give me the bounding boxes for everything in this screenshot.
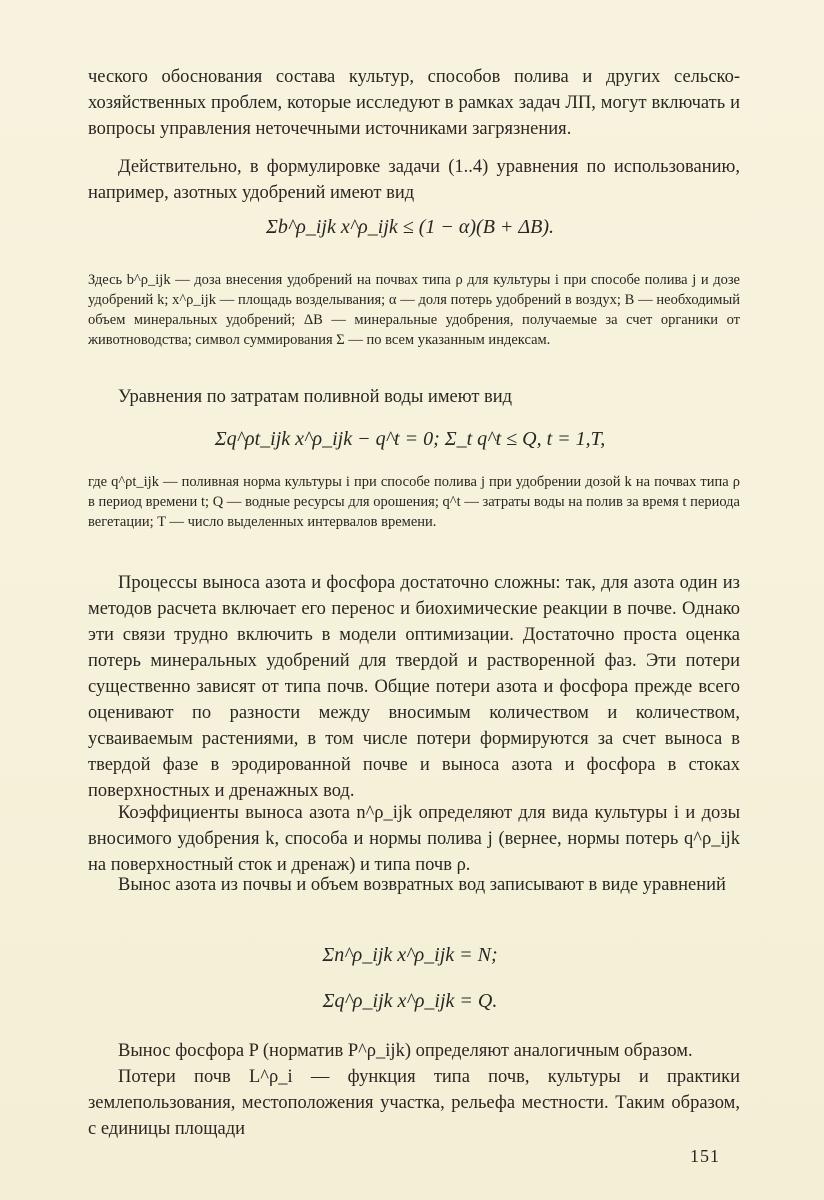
paragraph-removal xyxy=(88,872,740,898)
paragraph-water xyxy=(88,384,740,410)
phosphorus-text: Вынос фосфора P (норматив P^ρ_ijk) определяют аналогичным образом. xyxy=(118,1041,693,1061)
note-water xyxy=(88,472,740,532)
paragraph-phosphorus xyxy=(88,1038,740,1064)
fertilizer-text: Действительно, в формулировке задачи (1..4) уравнения по использованию, например, азотных удобрений имеют вид xyxy=(88,157,740,203)
note-fertilizer-text: Здесь b^ρ_ijk — доза внесения удобрений на почвах типа ρ для культуры i при способе полива j и дозе удобрений k; x^ρ_ijk — площадь возделывания; α — доля потерь удобрений в воздух; B — необходимый объем минеральных удобрений; ΔB — минеральные удобрения, получаемые за счет органики от животноводства; символ суммирования Σ — по всем указанным индексам. xyxy=(88,272,740,348)
formula-nitrogen xyxy=(250,944,570,967)
note-fertilizer xyxy=(88,270,740,350)
removal-text: Вынос азота из почвы и объем возвратных вод записывают в виде уравнений xyxy=(118,875,726,895)
formula-water xyxy=(170,428,650,451)
page-number: 151 xyxy=(690,1146,720,1166)
coefficients-text: Коэффициенты выноса азота n^ρ_ijk определяют для вида культуры i и дозы вносимого удобрения k, способа и нормы полива j (вернее, нормы потерь q^ρ_ijk на поверхностный сток и дренаж) и типа почв ρ. xyxy=(88,803,740,875)
intro-text: ческого обоснования состава культур, способов полива и других сельско-хозяйственных проблем, которые исследуют в рамках задач ЛП, могут включать и вопросы управления неточечными источниками загрязнения. xyxy=(88,67,740,139)
paragraph-soil xyxy=(88,1064,740,1142)
formula-return-water xyxy=(250,990,570,1013)
formula-nitrogen-text: Σn^ρ_ijk x^ρ_ijk = N; xyxy=(322,944,498,966)
paragraph-fertilizer xyxy=(88,154,740,206)
paragraph-coefficients xyxy=(88,800,740,878)
formula-return-water-text: Σq^ρ_ijk x^ρ_ijk = Q. xyxy=(322,990,498,1012)
processes-text: Процессы выноса азота и фосфора достаточно сложны: так, для азота один из методов расчета включает его перенос и биохимические реакции в почве. Однако эти связи трудно включить в модели оптимизации. Достаточно проста оценка потерь минеральных удобрений для твердой и растворенной фаз. Эти потери существенно зависят от типа почв. Общие потери азота и фосфора прежде всего оценивают по разности между вносимым количеством и количеством, усваиваемым растениями, в том числе потери формируются за счет выноса в твердой фазе в эродированной почве и выноса азота и фосфора в стоках поверхностных и дренажных вод. xyxy=(88,573,740,801)
formula-fertilizer-text: Σb^ρ_ijk x^ρ_ijk ≤ (1 − α)(B + ΔB). xyxy=(265,216,555,238)
paragraph-intro xyxy=(88,64,740,142)
paragraph-processes xyxy=(88,570,740,804)
formula-water-text: Σq^ρt_ijk x^ρ_ijk − q^t = 0; Σ_t q^t ≤ Q, t = 1,T, xyxy=(214,428,606,450)
soil-text: Потери почв L^ρ_i — функция типа почв, культуры и практики землепользования, местоположения участка, рельефа местности. Таким образом, с единицы площади xyxy=(88,1067,740,1139)
water-text: Уравнения по затратам поливной воды имеют вид xyxy=(118,387,513,407)
formula-fertilizer xyxy=(210,216,610,239)
note-water-text: где q^ρt_ijk — поливная норма культуры i при способе полива j при удобрении дозой k на почвах типа ρ в период времени t; Q — водные ресурсы для орошения; q^t — затраты воды на полив за время t периода вегетации; T — число выделенных интервалов времени. xyxy=(88,474,740,530)
